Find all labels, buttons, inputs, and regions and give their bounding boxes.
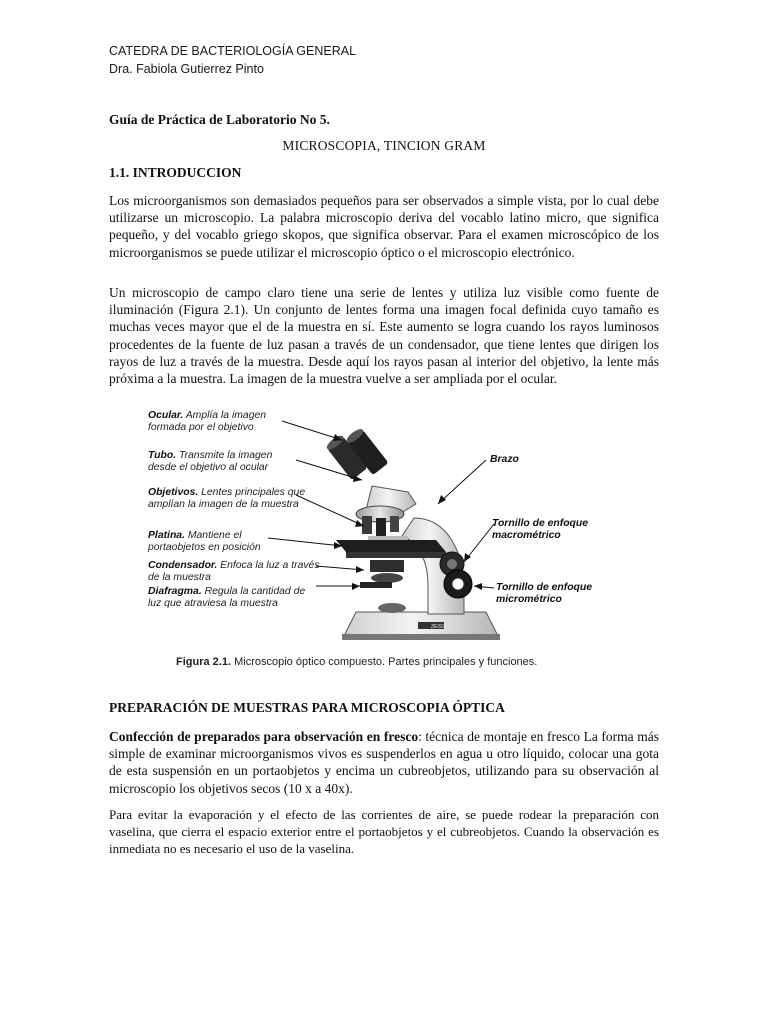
paragraph-vaseline: Para evitar la evaporación y el efecto de las corrientes de aire, se puede rodear la preparación con vaselina, que cierra el espacio exterior entre el portaobjetos y el cubreobjetos. Cuando la observación es inmediata no es necesario el uso de la vaselina. [109, 807, 659, 856]
figure-caption: Figura 2.1. Microscopio óptico compuesto. Partes principales y funciones. [176, 656, 538, 668]
label-macrometrico: Tornillo de enfoque macrométrico [492, 518, 589, 541]
section-heading-preparation: PREPARACIÓN DE MUESTRAS PARA MICROSCOPIA ÓPTICA [109, 700, 505, 715]
paragraph-intro: Los microorganismos son demasiados pequeños para ser observados a simple vista, por lo cual debe utilizarse un microscopio. La palabra microscopio deriva del vocablo latino micro, que significa pequeño, y del vocablo griego skopos, que significa observar. Para el examen microscópico de los microorganismos se puede utilizar el microscopio óptico o el microscopio electrónico. [109, 193, 659, 260]
header-author: Dra. Fabiola Gutierrez Pinto [109, 62, 264, 76]
lab-guide-title: Guía de Práctica de Laboratorio No 5. [109, 112, 330, 127]
paragraph-brightfield: Un microscopio de campo claro tiene una serie de lentes y utiliza luz visible como fuente de iluminación (Figura 2.1). Un conjunto de lentes forma una imagen focal definida cuyo tamaño es muchas veces mayor que el de la muestra en sí. Este aumento se logra cuando los rayos luminosos procedentes de la fuente de luz pasan a través de un condensador, que tiene lentes que dirigen los rayos de luz a través de la muestra. Desde aquí los rayos pasan al interior del objetivo, la lente más próxima a la muestra. La imagen de la muestra vuelve a ser ampliada por el ocular. [109, 285, 659, 387]
label-brazo: Brazo [490, 454, 519, 465]
main-title: MICROSCOPIA, TINCION GRAM [282, 138, 486, 153]
label-platina: Platina. Mantiene el portaobjetos en posición [148, 530, 261, 553]
label-tubo: Tubo. Transmite la imagen desde el objetivo al ocular [148, 450, 273, 473]
base-brand-label: ZEISS [431, 624, 446, 630]
section-heading-introduction: 1.1. INTRODUCCION [109, 165, 242, 180]
label-condensador: Condensador. Enfoca la luz a través de la muestra [148, 560, 320, 583]
fresh-mount-text: : técnica de montaje en fresco La forma más simple de examinar microorganismos vivos es suspenderlos en agua u otro líquido, colocar una gota de esta suspensión en un portaobjetos y encima un cubreobjetos, utilizando para su observación al microscopio los objetivos secos (10 x a 40x). [109, 729, 660, 796]
label-ocular: Ocular. Amplía la imagen formada por el objetivo [148, 410, 267, 433]
fresh-mount-lead: Confección de preparados para observación en fresco [109, 729, 419, 744]
paragraph-fresh-mount [109, 728, 659, 797]
label-diafragma: Diafragma. Regula la cantidad de luz que atraviesa la muestra [148, 586, 306, 609]
label-objetivos: Objetivos. Lentes principales que amplían la imagen de la muestra [148, 487, 306, 510]
microscope-figure [146, 400, 626, 660]
label-micrometrico: Tornillo de enfoque micrométrico [496, 582, 593, 605]
header-department: CATEDRA DE BACTERIOLOGÍA GENERAL [109, 44, 357, 58]
page-header [109, 42, 356, 78]
